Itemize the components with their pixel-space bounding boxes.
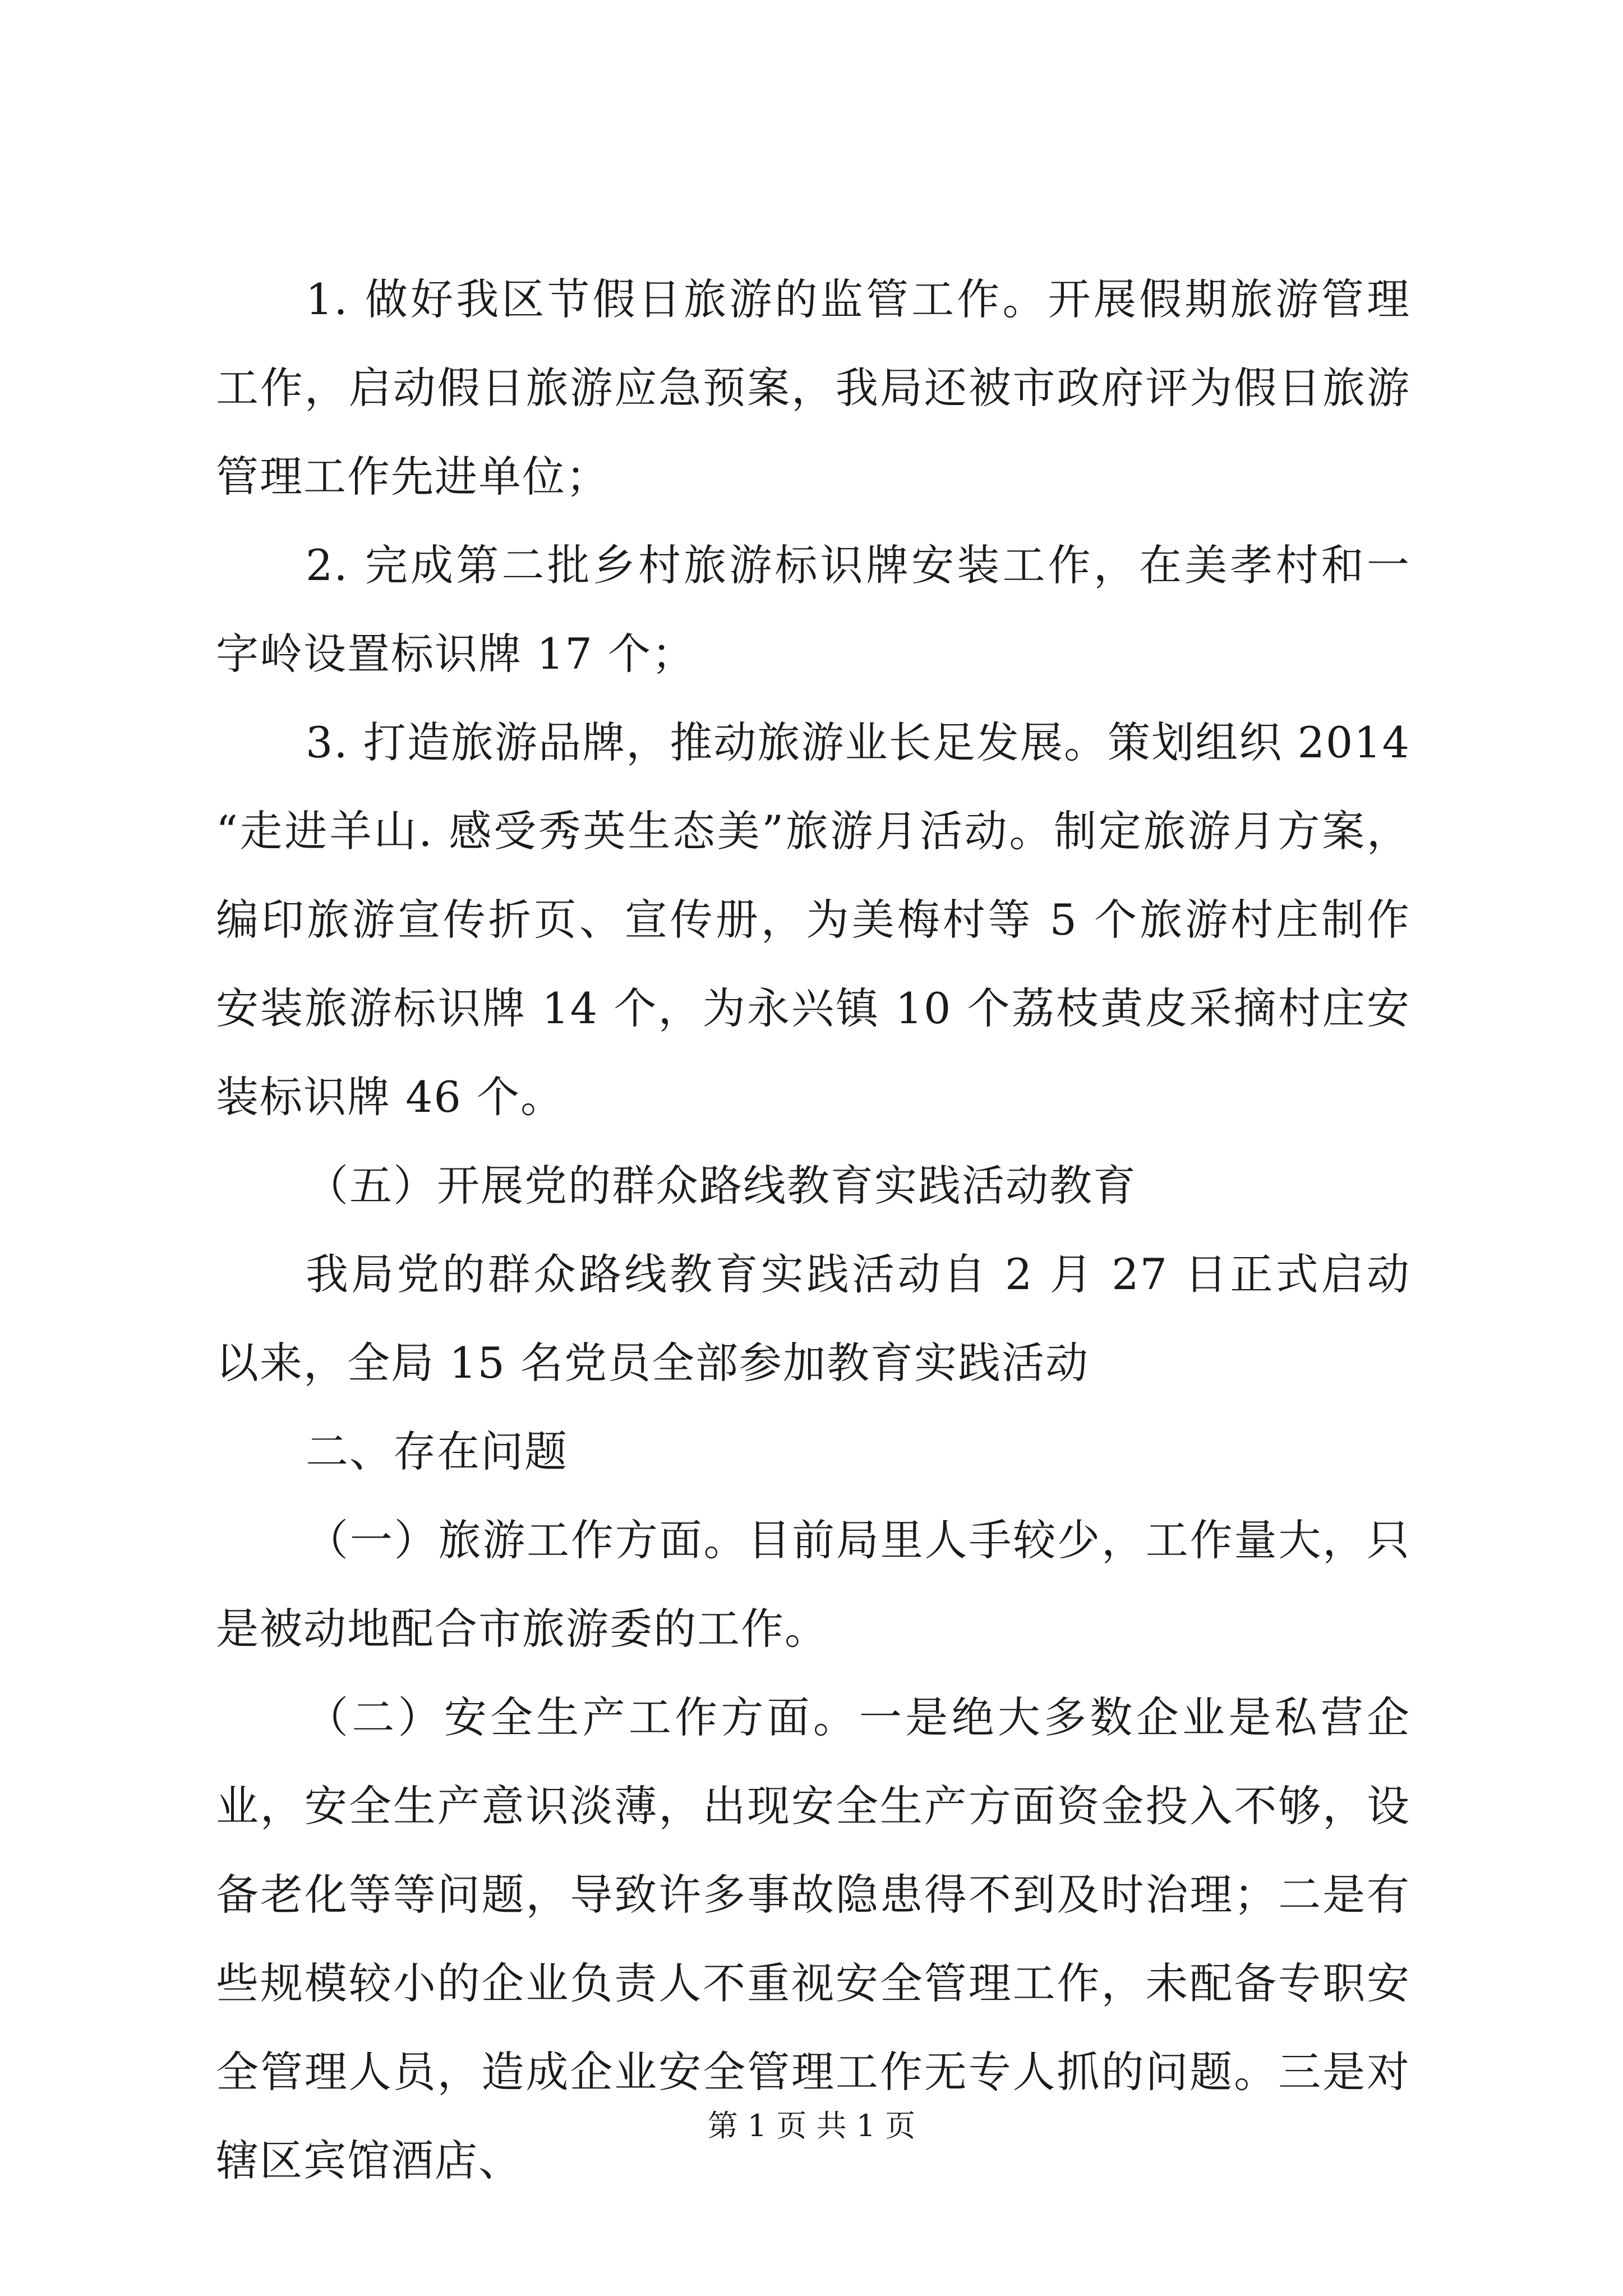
paragraph-item-3-tourism-brand: 3. 打造旅游品牌，推动旅游业长足发展。策划组织 2014 “走进羊山. 感受秀英生态美”旅游月活动。制定旅游月方案，编印旅游宣传折页、宣传册，为美梅村等 5 个旅游村庄制作安装旅游标识牌 14 个，为永兴镇 10 个荔枝黄皮采摘村庄安装标识牌 46 个。 [216,717,1410,1122]
paragraph-item-2-signage: 2. 完成第二批乡村旅游标识牌安装工作，在美孝村和一字岭设置标识牌 17 个； [216,540,1410,679]
section-heading-five: （五）开展党的群众路线教育实践活动教育 [306,1161,1137,1211]
paragraph-problem-tourism: （一）旅游工作方面。目前局里人手较少，工作量大，只是被动地配合市旅游委的工作。 [216,1515,1410,1654]
paragraph-party-education: 我局党的群众路线教育实践活动自 2 月 27 日正式启动以来，全局 15 名党员全部参加教育实践活动 [216,1249,1410,1388]
page-footer: 第 1 页 共 1 页 [707,2108,916,2143]
document-body [216,255,1410,2205]
paragraph-item-1-holiday-tourism: 1. 做好我区节假日旅游的监管工作。开展假期旅游管理工作，启动假日旅游应急预案，我局还被市政府评为假日旅游管理工作先进单位； [216,274,1410,501]
section-heading-problems: 二、存在问题 [306,1427,568,1476]
paragraph-problem-safety: （二）安全生产工作方面。一是绝大多数企业是私营企业，安全生产意识淡薄，出现安全生产方面资金投入不够，设备老化等等问题，导致许多事故隐患得不到及时治理；二是有些规模较小的企业负责人不重视安全管理工作，未配备专职安全管理人员，造成企业安全管理工作无专人抓的问题。三是对辖区宾馆酒店、 [216,1692,1410,2185]
